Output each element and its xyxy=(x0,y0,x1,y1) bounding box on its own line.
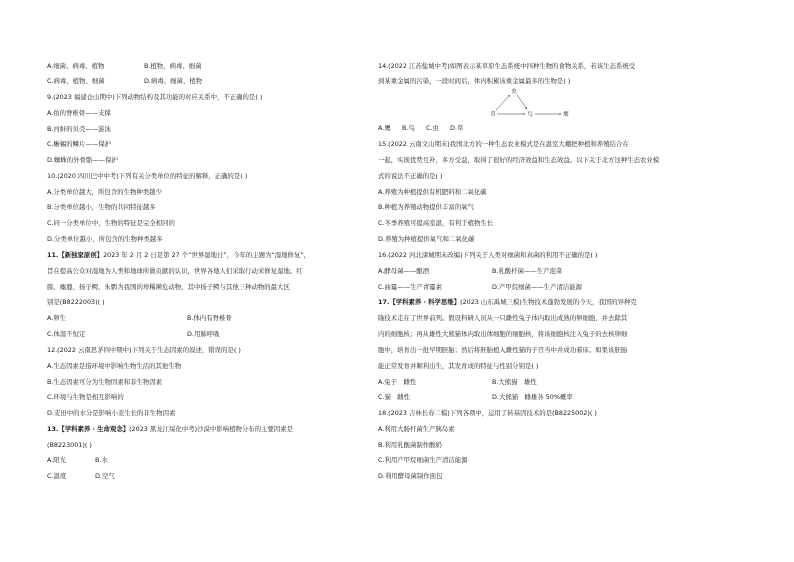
q16-option-c: C.曲霉——生产青霉素 xyxy=(378,283,443,291)
q11-option-a: A.卵生 xyxy=(47,314,67,322)
q17-line-2: 隆技术走在了世界前列。假设科研人员从一只雌性兔子体内取出成熟的卵细胞，并去除其 xyxy=(378,314,628,322)
q8-option-b: B.植物、病毒、细菌 xyxy=(144,62,202,70)
question-14: 14.(2022 江苏盐城中考)如图表示某草原生态系统中四种生物的食物关系，若该生态系统受 xyxy=(378,62,636,70)
q17-line-4: 胞中，培育出一批早期胚胎；然后将胚胎植入雌性猫的子宫当中并成功着床。如果该胚胎 xyxy=(378,346,628,354)
q13-line-2: (B8223001)( ) xyxy=(47,441,92,449)
q18-option-d: D.利用酵母菌制作面包 xyxy=(378,472,443,480)
q13-option-b: B.水 xyxy=(95,456,108,464)
q13-tag: 13.【学科素养 · 生命观念】 xyxy=(47,425,130,433)
q16-option-d: D.产甲烷细菌——生产清洁能源 xyxy=(492,283,583,291)
q12-option-a: A.生态因素是指环境中影响生物生活的其他生物 xyxy=(47,362,182,370)
q12-option-c: C.环境与生物是相互影响的 xyxy=(47,393,124,401)
q17-tag: 17.【学科素养 · 科学思维】 xyxy=(378,298,461,306)
q17-option-c: C.猫 雌性 xyxy=(378,393,411,401)
q17-line-5: 能正常发育并顺利出生，其发育成的特征与性别分别是( ) xyxy=(378,362,539,370)
node-hawk: 鹰 xyxy=(563,112,569,118)
q11-option-d: D.用肺呼吸 xyxy=(187,330,220,338)
q12-option-d: D.麦田中的水分是影响小麦生长的非生物因素 xyxy=(47,409,176,417)
q11-line-3: 豚、麋鹿、扬子鳄、朱鹮为我国的珍稀濒危动物，其中扬子鳄与其他三种动物的最大区 xyxy=(47,283,290,291)
q18-option-c: C.利用产甲烷细菌生产清洁能源 xyxy=(378,456,468,464)
question-17 xyxy=(378,297,637,307)
question-11 xyxy=(47,250,310,260)
arrow-grass-insect xyxy=(496,95,510,110)
q15-option-a: A.养殖为种植提供有机肥料和二氧化碳 xyxy=(378,188,487,196)
q15-option-c: C.冬季养殖可提高室温，有利于植物生长 xyxy=(378,219,494,227)
question-15: 15.(2022 云南文山期末)我国北方的一种生态农业模式是在温室大棚把种植和养殖结合在 xyxy=(378,140,629,148)
q14-option-c: C.虫 xyxy=(426,124,439,132)
node-grass: 草 xyxy=(490,112,496,118)
q15-line-3: 式的说法不正确的是( ) xyxy=(378,172,443,180)
question-13 xyxy=(47,424,293,434)
q17-line-3: 内的细胞核；再从雄性大熊猫体内取出体细胞的细胞核，将该细胞核注入兔子的去核卵细 xyxy=(378,330,628,338)
q9-option-d: D.蜘蛛的外骨骼——保护 xyxy=(47,156,118,164)
q8-option-d: D.病毒、细菌、植物 xyxy=(144,77,203,85)
q9-option-c: C.蜥蜴的鳞片——保护 xyxy=(47,140,112,148)
q10-option-b: B.分类单位越小，生物的共同特征越多 xyxy=(47,203,156,211)
q16-option-b: B.乳酸杆菌——生产泡菜 xyxy=(492,267,563,275)
q14-option-a: A.鹰 xyxy=(378,124,391,132)
arrow-insect-bird xyxy=(517,95,527,109)
question-10: 10.(2020 四川巴中中考)下列有关分类单位的特征的解释，正确的是( ) xyxy=(47,172,248,180)
q15-line-2: 一起，实现优势互补，多方受益，取得了很好的经济效益和生态效益。以下关于北方这种生态农业模 xyxy=(378,156,660,164)
q12-option-b: B.生态因素可分为生物因素和非生物因素 xyxy=(47,378,163,386)
q11-line-1: 2023 年 2 月 2 日是第 27 个“世界湿地日”，今年的主题为“湿地修复”， xyxy=(103,251,311,259)
q10-option-d: D.分类单位越小，所包含的生物种类越多 xyxy=(47,235,163,243)
question-9: 9.(2023 福建仓山期中)下列动物结构及其功能的对应关系中，不正确的是( ) xyxy=(47,93,263,101)
q10-option-c: C.同一分类单位中，生物的特征是完全相同的 xyxy=(47,219,175,227)
q11-tag: 11.【新独家原创】 xyxy=(47,251,104,259)
q14-line-2: 到某重金属的污染，一段时间后，体内积累该重金属最多的生物是( ) xyxy=(378,77,571,85)
q14-option-d: D.草 xyxy=(450,124,464,132)
q11-line-2: 旨在提高公众对湿地为人类和地球所做贡献的认识，世界各地人们采取行动来修复湿地。红 xyxy=(47,267,303,275)
q17-option-b: B.大熊猫 雄性 xyxy=(492,378,537,386)
q11-option-b: B.体内有脊椎骨 xyxy=(187,314,232,322)
q14-option-b: B.鸟 xyxy=(402,124,415,132)
q15-option-b: B.种植为养殖动物提供丰富的氧气 xyxy=(378,203,474,211)
q17-option-a: A.兔子 雌性 xyxy=(378,378,417,386)
node-insect: 虫 xyxy=(511,89,517,95)
question-16: 16.(2022 河北滦城期末改编)下列关于人类对细菌和真菌的利用不正确的是( ) xyxy=(378,251,598,259)
question-12: 12.(2022 云南思茅四中期中)下列关于生态因素的叙述，错误的是( ) xyxy=(47,346,241,354)
food-web-diagram xyxy=(488,86,578,120)
q18-option-b: B.利用乳酸菌制作酸奶 xyxy=(378,441,442,449)
q10-option-a: A.分类单位越大，所包含的生物种类越少 xyxy=(47,188,162,196)
q11-option-c: C.体温不恒定 xyxy=(47,330,86,338)
food-web-svg xyxy=(488,86,578,120)
q13-option-a: A.阳光 xyxy=(47,456,67,464)
q13-option-c: C.温度 xyxy=(47,472,67,480)
q16-option-a: A.酵母菌——酿酒 xyxy=(378,267,430,275)
q9-option-b: B.河蚌的贝壳——游泳 xyxy=(47,125,111,133)
q13-line-1: (2023 黑龙江绥化中考)沙漠中影响植物分布的主要因素是 xyxy=(129,425,293,433)
q8-option-a: A.细菌、病毒、植物 xyxy=(47,62,105,70)
q18-option-a: A.利用大肠杆菌生产胰岛素 xyxy=(378,425,455,433)
q15-option-d: D.养殖为种植提供氧气和二氧化碳 xyxy=(378,235,475,243)
q11-line-4: 别是(B8222003)( ) xyxy=(47,298,105,306)
q13-option-d: D.空气 xyxy=(95,472,115,480)
q17-line-1: (2023 山东禹城三模)生物技术蓬勃发展的今天，我国的异种克 xyxy=(460,298,637,306)
q9-option-a: A.鱼的脊椎骨——支撑 xyxy=(47,109,111,117)
node-bird: 鸟 xyxy=(527,112,533,118)
q17-option-d: D.大熊猫 雌雄各 50%概率 xyxy=(492,393,573,401)
q8-option-c: C.病毒、植物、细菌 xyxy=(47,77,105,85)
question-18: 18.(2023 吉林长春二模)下列各项中，运用了转基因技术的是(B8225002)( ) xyxy=(378,409,597,417)
